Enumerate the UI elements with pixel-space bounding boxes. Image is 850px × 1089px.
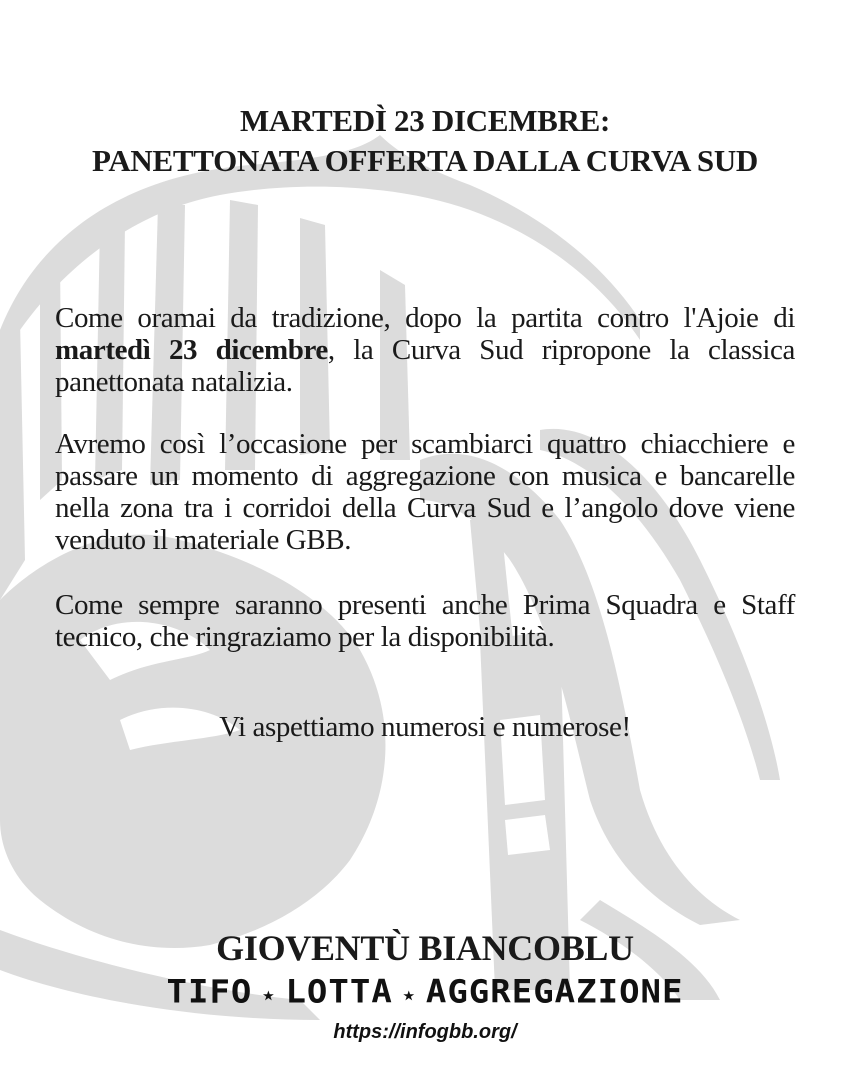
paragraph-intro-date-bold: martedì 23 dicembre: [55, 334, 328, 366]
paragraph-details: Avremo così l’occasione per scambiarci quattro chiacchiere e passare un momento di aggregazione con musica e bancarelle nella zona tra i corridoi della Curva Sud e l’angolo dove viene venduto il materiale GBB.: [55, 428, 795, 556]
motto-word-1: TIFO: [166, 973, 253, 1011]
motto-word-2: LOTTA: [285, 973, 393, 1011]
motto: [0, 973, 850, 1011]
organization-name: GIOVENTÙ BIANCOBLU: [216, 928, 634, 968]
paragraph-thanks: Come sempre saranno presenti anche Prima Squadra e Staff tecnico, che ringraziamo per la disponibilità.: [55, 589, 795, 653]
title-line-date: MARTEDÌ 23 DICEMBRE:: [239, 103, 611, 138]
title-line-event: PANETTONATA OFFERTA DALLA CURVA SUD: [92, 143, 758, 178]
star-icon: ★: [262, 982, 276, 1005]
website-link[interactable]: https://infogbb.org/: [333, 1021, 517, 1043]
star-icon: ★: [402, 982, 416, 1005]
paragraph-intro-before: Come oramai da tradizione, dopo la partita contro l'Ajoie di: [55, 302, 795, 334]
paragraph-intro: [55, 302, 795, 398]
motto-word-3: AGGREGAZIONE: [425, 973, 684, 1011]
paragraph-intro-after: , la Curva Sud ripropone la classica panettonata natalizia.: [55, 334, 796, 398]
page-title: [0, 101, 850, 181]
closing-line: Vi aspettiamo numerosi e numerose!: [219, 711, 631, 743]
